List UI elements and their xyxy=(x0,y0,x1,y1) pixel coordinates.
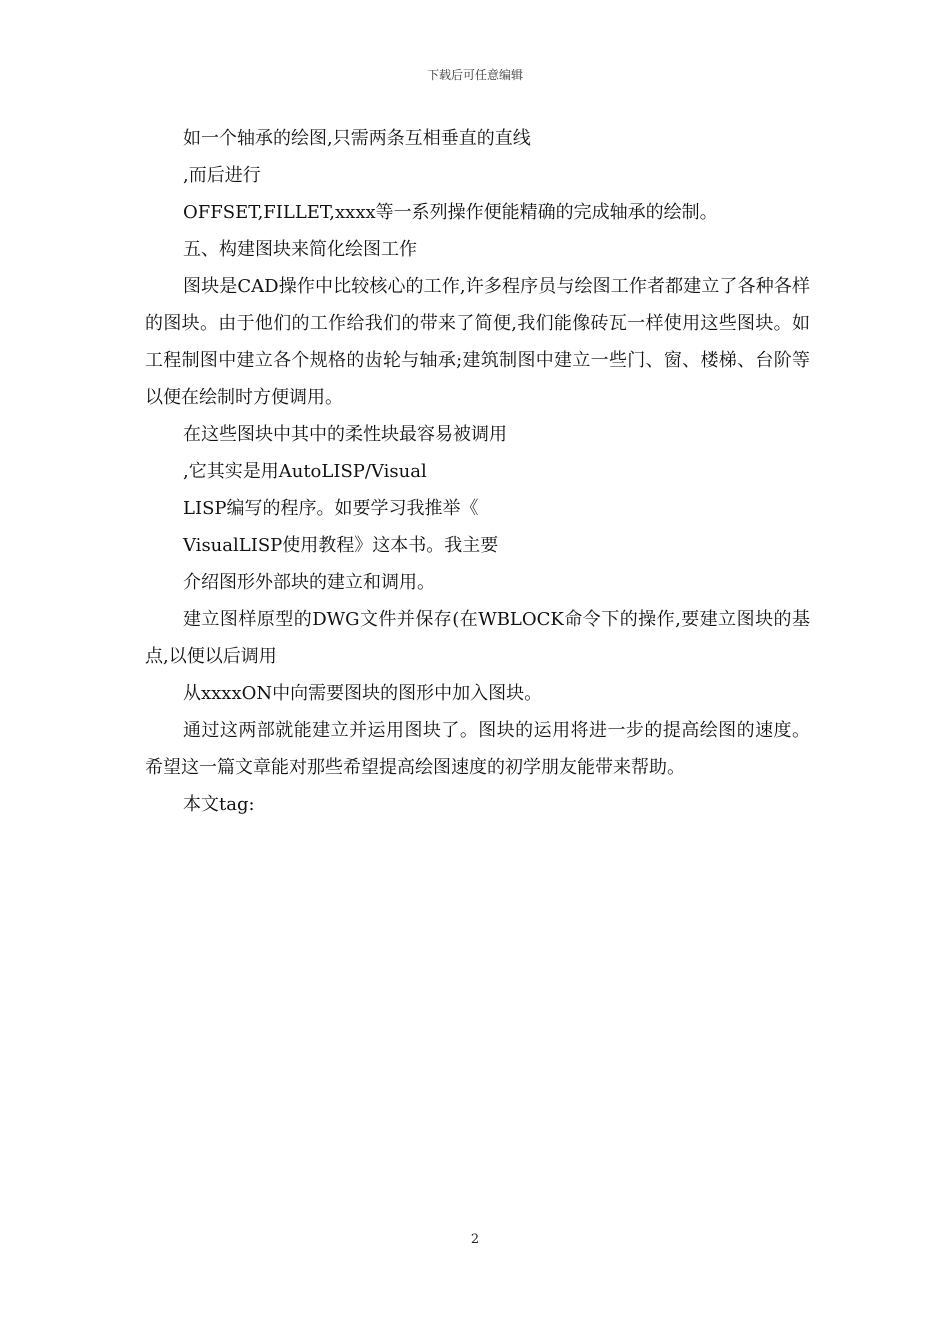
page-header: 下载后可任意编辑 xyxy=(426,68,523,82)
paragraph: OFFSET,FILLET,xxxx等一系列操作便能精确的完成轴承的绘制。 xyxy=(183,202,718,223)
page-number: 2 xyxy=(470,1232,480,1247)
paragraph: 从xxxxON中向需要图块的图形中加入图块。 xyxy=(183,683,543,704)
paragraph: 如一个轴承的绘图,只需两条互相垂直的直线 xyxy=(183,128,531,149)
paragraph: ,它其实是用AutoLISP/Visual xyxy=(183,461,427,482)
paragraph: 图块是CAD操作中比较核心的工作,许多程序员与绘图工作者都建立了各种各样的图块。由于他们的工作给我们的带来了简便,我们能像砖瓦一样使用这些图块。如工程制图中建立各个规格的齿轮与轴承;建筑制图中建立一些门、窗、楼梯、台阶等以便在绘制时方便调用。 xyxy=(145,276,810,408)
paragraph: 建立图样原型的DWG文件并保存(在WBLOCK命令下的操作,要建立图块的基点,以便以后调用 xyxy=(145,609,810,667)
section-heading: 五、构建图块来简化绘图工作 xyxy=(183,239,417,260)
paragraph: 通过这两部就能建立并运用图块了。图块的运用将进一步的提高绘图的速度。希望这一篇文章能对那些希望提高绘图速度的初学朋友能带来帮助。 xyxy=(145,720,810,778)
tag-line: 本文tag: xyxy=(183,794,255,815)
paragraph: 介绍图形外部块的建立和调用。 xyxy=(183,572,435,593)
document-body xyxy=(145,120,810,823)
paragraph: LISP编写的程序。如要学习我推举《 xyxy=(183,498,479,519)
paragraph: ,而后进行 xyxy=(183,165,261,186)
paragraph: VisualLISP使用教程》这本书。我主要 xyxy=(183,535,499,556)
paragraph: 在这些图块中其中的柔性块最容易被调用 xyxy=(183,424,507,445)
